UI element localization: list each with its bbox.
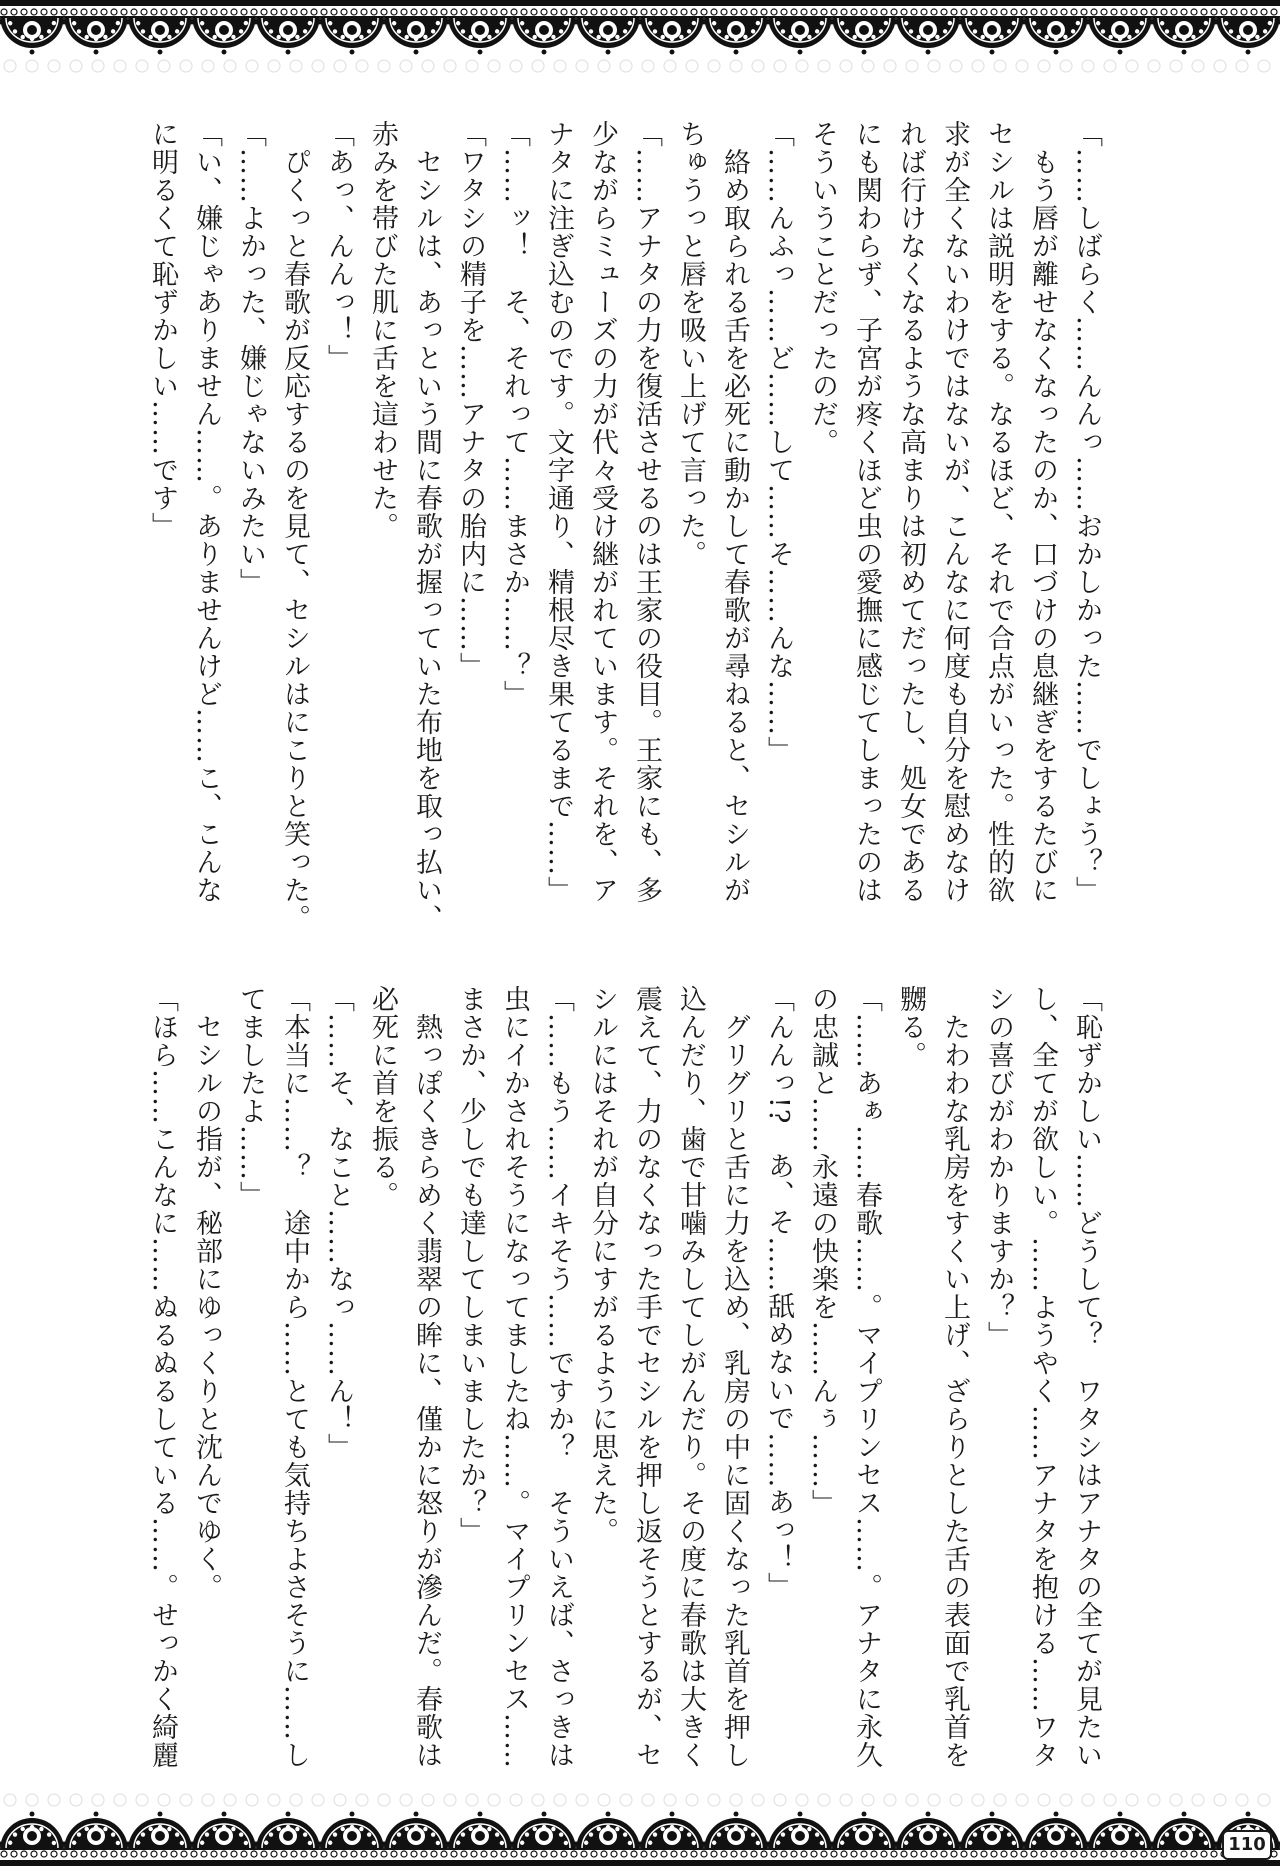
text-line: セシルは、あっという間に春歌が握っていた布地を取っ払い、 bbox=[411, 120, 442, 932]
bottom-lace-border bbox=[0, 1756, 1280, 1866]
text-line: 嬲る。 bbox=[895, 985, 926, 1069]
top-lace-border bbox=[0, 0, 1280, 110]
lace-scallop-icon bbox=[0, 1756, 1280, 1866]
text-line: 「……もう……イキそう……ですか？ そういえば、さっきは bbox=[543, 985, 574, 1769]
text-line: 「……あぁ……春歌……。マイプリンセス……。アナタに永久 bbox=[851, 985, 882, 1769]
text-line: たわわな乳房をすくい上げ、ざらりとした舌の表面で乳首を bbox=[939, 985, 970, 1769]
text-line: れば行けなくなるような高まりは初めてだったし、処女である bbox=[895, 120, 926, 904]
text-line: し、全てが欲しい。……ようやく……アナタを抱ける……ワタ bbox=[1027, 985, 1058, 1769]
lace-scallop-icon bbox=[0, 0, 1280, 110]
text-line: 虫にイかされそうになってましたね……。マイプリンセス…… bbox=[499, 985, 530, 1769]
text-line: 少ながらミューズの力が代々受け継がれています。それを、ア bbox=[587, 120, 618, 904]
text-line: 込んだり、歯で甘噛みしてしがんだり。その度に春歌は大きく bbox=[675, 985, 706, 1769]
text-line: 赤みを帯びた肌に舌を這わせた。 bbox=[367, 120, 398, 540]
text-line: 「……んふっ……ど……して……そ……んな……」 bbox=[763, 120, 794, 764]
text-line: もう唇が離せなくなったのか、口づけの息継ぎをするたびに bbox=[1027, 120, 1058, 904]
text-line: 「……アナタの力を復活させるのは王家の役目。王家にも、多 bbox=[631, 120, 662, 904]
text-line: にも関わらず、子宮が疼くほど虫の愛撫に感じてしまったのは bbox=[851, 120, 882, 904]
text-line: 「……しばらく……んんっ……おかしかった……でしょう？」 bbox=[1071, 120, 1102, 904]
text-line: 「ほら……こんなに……ぬるぬるしている……。せっかく綺麗 bbox=[147, 985, 178, 1769]
text-line: 「……ッ！ そ、それって……まさか……？」 bbox=[499, 120, 530, 708]
text-line: セシルの指が、秘部にゆっくりと沈んでゆく。 bbox=[191, 985, 222, 1601]
text-line: ナタに注ぎ込むのです。文字通り、精根尽き果てるまで……」 bbox=[543, 120, 574, 904]
text-line: ちゅうっと唇を吸い上げて言った。 bbox=[675, 120, 706, 568]
text-line: 「……よかった、嫌じゃないみたい」 bbox=[235, 120, 266, 596]
text-line: 「……そ、なこと……なっ……ん！」 bbox=[323, 985, 354, 1461]
text-line: 「本当に……？ 途中から……とても気持ちよさそうに……し bbox=[279, 985, 310, 1769]
text-line: そういうことだったのだ。 bbox=[807, 120, 838, 456]
text-line: 必死に首を振る。 bbox=[367, 985, 398, 1209]
text-line: の忠誠と……永遠の快楽を……んぅ……」 bbox=[807, 985, 838, 1517]
text-line: 絡め取られる舌を必死に動かして春歌が尋ねると、セシルが bbox=[719, 120, 750, 904]
text-line: 熱っぽくきらめく翡翠の眸に、僅かに怒りが滲んだ。春歌は bbox=[411, 985, 442, 1769]
text-line: 「恥ずかしい……どうして？ ワタシはアナタの全てが見たい bbox=[1071, 985, 1102, 1769]
text-line: シルにはそれが自分にすがるように思えた。 bbox=[587, 985, 618, 1545]
upper-text-block bbox=[140, 120, 1108, 932]
text-line: セシルは説明をする。なるほど、それで合点がいった。性的欲 bbox=[983, 120, 1014, 904]
page-number: 110 bbox=[1222, 1830, 1272, 1860]
text-line: ぴくっと春歌が反応するのを見て、セシルはにこりと笑った。 bbox=[279, 120, 310, 932]
text-line: シの喜びがわかりますか？」 bbox=[983, 985, 1014, 1349]
text-line: 求が全くないわけではないが、こんなに何度も自分を慰めなけ bbox=[939, 120, 970, 904]
text-line: てましたよ……」 bbox=[235, 985, 266, 1209]
text-line: 「あっ、んんっ！」 bbox=[323, 120, 354, 372]
text-line: 「い、嫌じゃありません……。ありませんけど……こ、こんな bbox=[191, 120, 222, 904]
text-line: まさか、少しでも達してしまいましたか？」 bbox=[455, 985, 486, 1545]
text-line: 「ワタシの精子を……アナタの胎内に……」 bbox=[455, 120, 486, 680]
text-line: 「んんっ!? あ、そ……舐めないで……あっ！」 bbox=[763, 985, 794, 1601]
text-line: 震えて、力のなくなった手でセシルを押し返そうとするが、セ bbox=[631, 985, 662, 1769]
text-line: グリグリと舌に力を込め、乳房の中に固くなった乳首を押し bbox=[719, 985, 750, 1769]
lower-text-block bbox=[140, 985, 1108, 1769]
text-line: に明るくて恥ずかしい……です」 bbox=[147, 120, 178, 540]
